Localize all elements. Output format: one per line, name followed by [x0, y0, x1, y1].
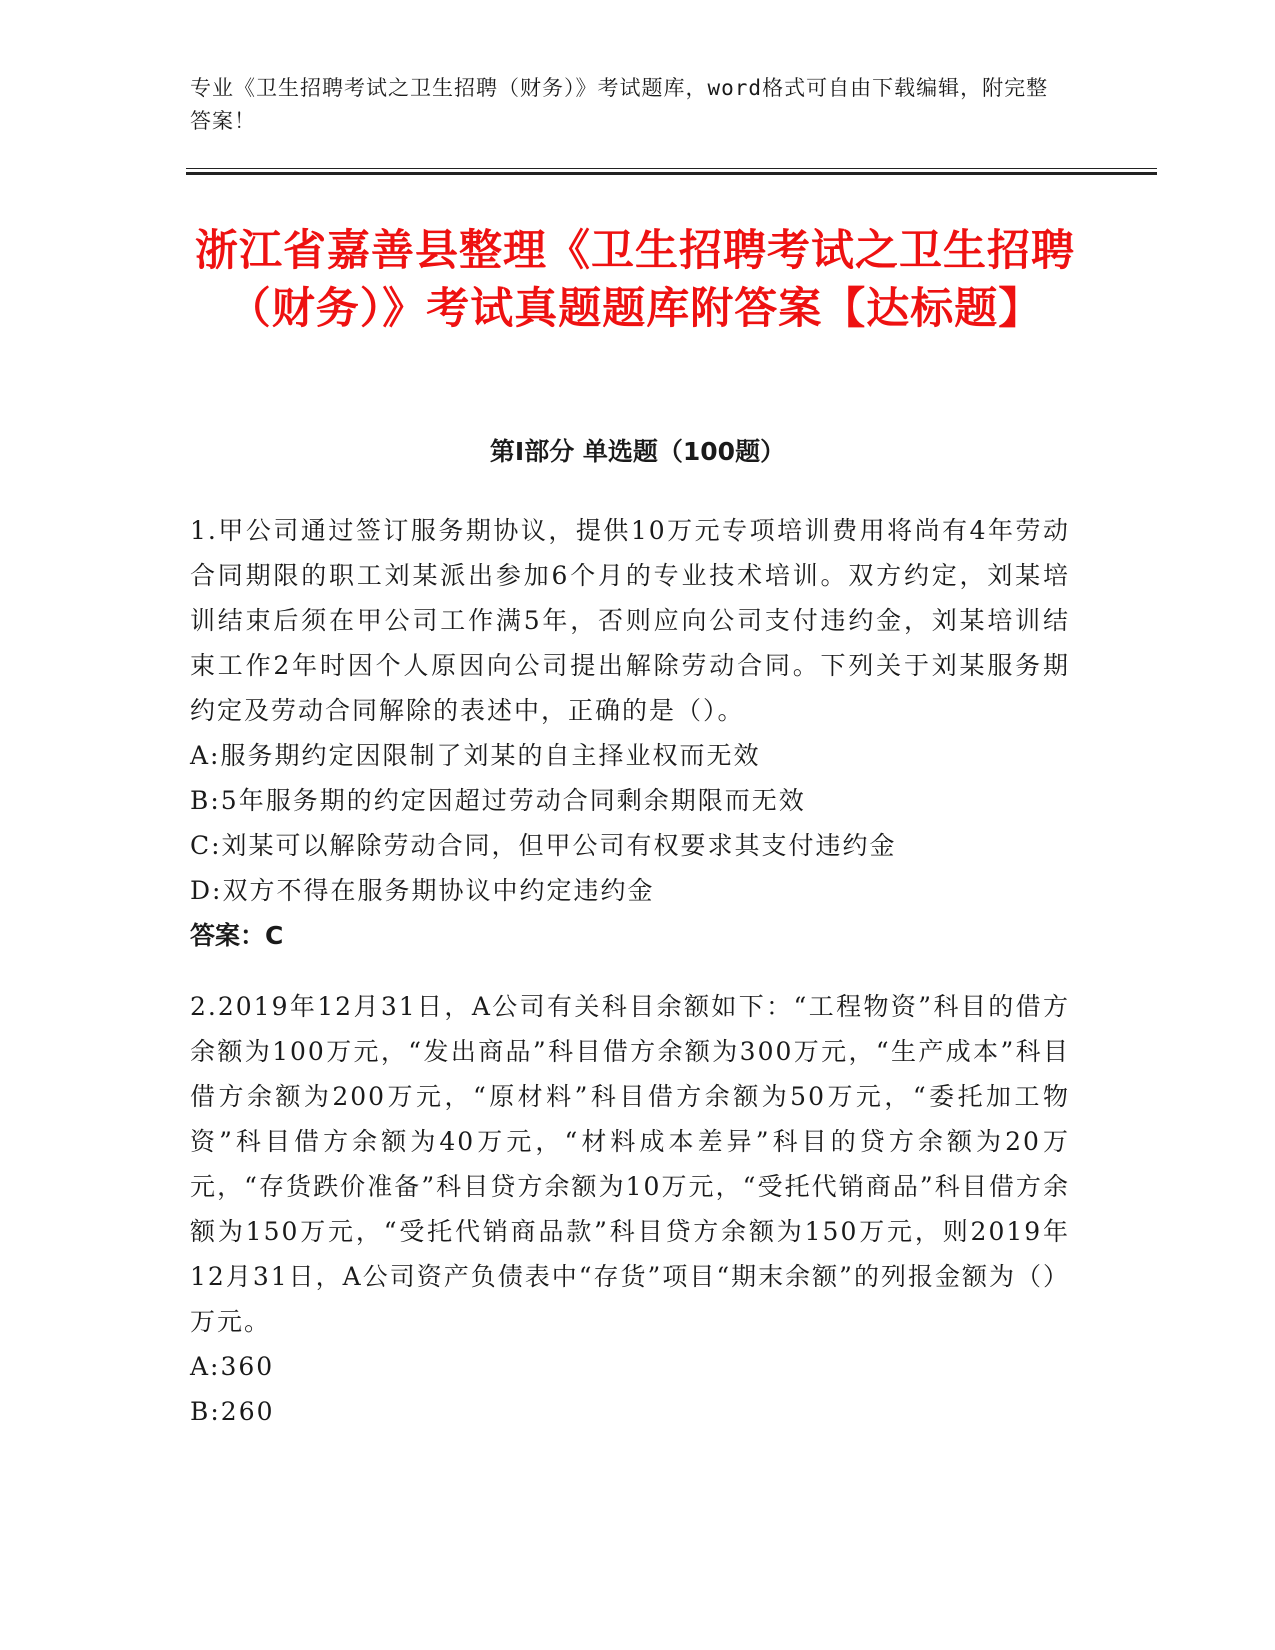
- question-2: [190, 984, 1070, 1434]
- option-a: A:服务期约定因限制了刘某的自主择业权而无效: [190, 741, 761, 770]
- document-title: 浙江省嘉善县整理《卫生招聘考试之卫生招聘（财务）》考试真题题库附答案【达标题】: [195, 226, 1075, 334]
- option-a: A:360: [190, 1352, 275, 1381]
- question-1: [190, 508, 1070, 958]
- question-text: 2.2019年12月31日，A公司有关科目余额如下：“工程物资”科目的借方余额为100万元，“发出商品”科目借方余额为300万元，“生产成本”科目借方余额为200万元，“原材料”科目借方余额为50万元，“委托加工物资”科目借方余额为40万元，“材料成本差异”科目的贷方余额为20万元，“存货跌价准备”科目贷方余额为10万元，“受托代销商品”科目借方余额为150万元，“受托代销商品款”科目贷方余额为150万元，则2019年12月31日，A公司资产负债表中“存货”项目“期末余额”的列报金额为（）万元。: [190, 992, 1070, 1336]
- header-rule-thick: [186, 172, 1157, 175]
- header-note: 专业《卫生招聘考试之卫生招聘（财务）》考试题库，word格式可自由下载编辑，附完整答案！: [190, 76, 1049, 133]
- option-b: B:5年服务期的约定因超过劳动合同剩余期限而无效: [190, 786, 806, 815]
- question-text: 1.甲公司通过签订服务期协议，提供10万元专项培训费用将尚有4年劳动合同期限的职工刘某派出参加6个月的专业技术培训。双方约定，刘某培训结束后须在甲公司工作满5年，否则应向公司支付违约金，刘某培训结束工作2年时因个人原因向公司提出解除劳动合同。下列关于刘某服务期约定及劳动合同解除的表述中，正确的是（）。: [190, 516, 1070, 725]
- header-rule-thin: [186, 168, 1157, 169]
- option-d: D:双方不得在服务期协议中约定违约金: [190, 876, 655, 905]
- section-heading: 第Ⅰ部分 单选题（100题）: [489, 437, 786, 466]
- option-b: B:260: [190, 1397, 275, 1426]
- option-c: C:刘某可以解除劳动合同，但甲公司有权要求其支付违约金: [190, 831, 897, 860]
- answer: 答案：C: [190, 921, 284, 950]
